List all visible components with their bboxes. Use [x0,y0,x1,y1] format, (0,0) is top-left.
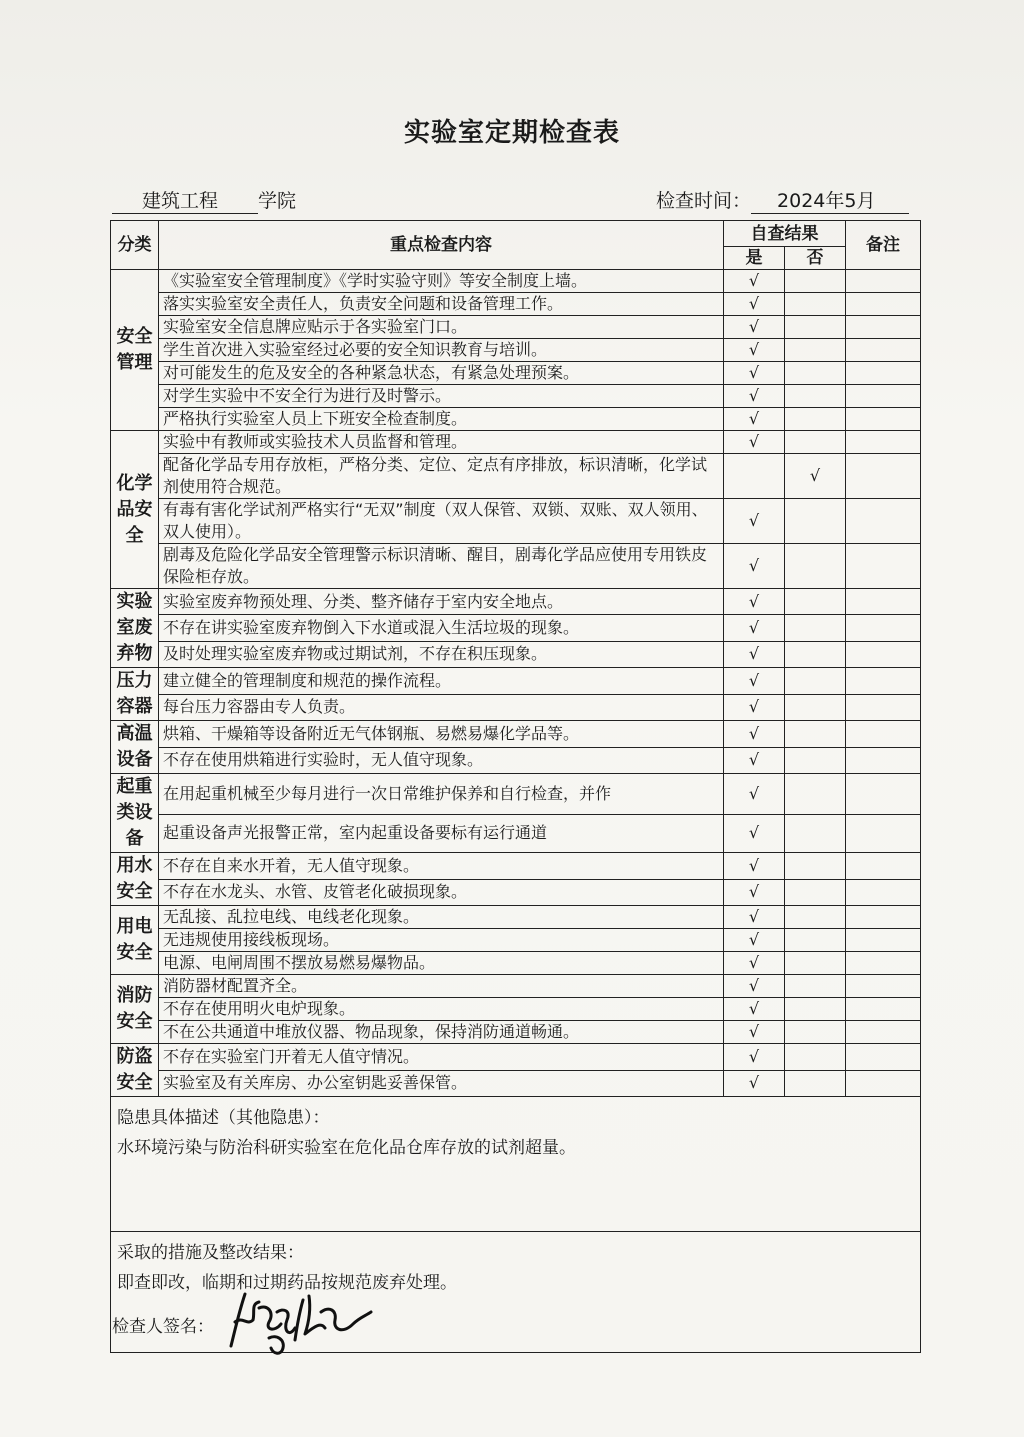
check-item: 剧毒及危险化学品安全管理警示标识清晰、醒目，剧毒化学品应使用专用铁皮保险柜存放。 [159,544,724,589]
yes-mark: √ [724,293,785,316]
header-self-check: 自查结果 [724,221,846,247]
check-item: 不存在讲实验室废弃物倒入下水道或混入生活垃圾的现象。 [159,615,724,641]
yes-mark: √ [724,952,785,975]
table-row [111,853,921,880]
remark-cell [846,1021,921,1044]
table-row [111,499,921,544]
remark-cell [846,747,921,774]
remark-cell [846,694,921,721]
page-title: 实验室定期检查表 [403,118,620,148]
category-cell: 化学品安全 [111,431,159,589]
no-mark [785,615,846,641]
no-mark [785,1044,846,1071]
no-mark [785,929,846,952]
remark-cell [846,668,921,695]
no-mark [785,774,846,815]
category-cell: 防盗安全 [111,1044,159,1097]
table-row [111,879,921,906]
signature-icon [225,1282,375,1362]
no-mark [785,1021,846,1044]
no-mark [785,339,846,362]
remark-cell [846,408,921,431]
hazards-section [111,1097,921,1232]
yes-mark: √ [724,906,785,929]
remark-cell [846,721,921,748]
yes-mark: √ [724,1044,785,1071]
check-item: 实验中有教师或实验技术人员监督和管理。 [159,431,724,454]
remark-cell [846,293,921,316]
hazards-text: 水环境污染与防治科研实验室在危化品仓库存放的试剂超量。 [117,1138,576,1158]
remark-cell [846,589,921,615]
check-item: 有毒有害化学试剂严格实行“无双”制度（双人保管、双锁、双账、双人领用、双人使用）。 [159,499,724,544]
category-cell: 用电安全 [111,906,159,975]
college-line [112,186,296,214]
hazards-row [111,1097,921,1232]
yes-mark: √ [724,431,785,454]
check-item: 消防器材配置齐全。 [159,975,724,998]
check-item: 实验室及有关库房、办公室钥匙妥善保管。 [159,1070,724,1097]
table-row [111,589,921,615]
no-mark [785,316,846,339]
remark-cell [846,316,921,339]
check-item: 不存在水龙头、水管、皮管老化破损现象。 [159,879,724,906]
remark-cell [846,270,921,293]
remark-cell [846,385,921,408]
yes-mark: √ [724,774,785,815]
category-cell: 压力容器 [111,668,159,721]
yes-mark: √ [724,385,785,408]
yes-mark: √ [724,721,785,748]
remark-cell [846,952,921,975]
table-row [111,316,921,339]
remark-cell [846,929,921,952]
table-row [111,975,921,998]
table-row [111,668,921,695]
yes-mark: √ [724,1070,785,1097]
check-item: 不存在使用烘箱进行实验时，无人值守现象。 [159,747,724,774]
signature-label: 检查人签名： [112,1317,214,1337]
remark-cell [846,1070,921,1097]
remark-cell [846,362,921,385]
no-mark [785,721,846,748]
table-row [111,1021,921,1044]
yes-mark: √ [724,339,785,362]
header-content: 重点检查内容 [159,221,724,270]
check-item: 不在公共通道中堆放仪器、物品现象，保持消防通道畅通。 [159,1021,724,1044]
category-cell: 实验室废弃物 [111,589,159,668]
table-row [111,615,921,641]
table-row [111,721,921,748]
table-row [111,774,921,815]
header-no: 否 [785,247,846,270]
no-mark [785,1070,846,1097]
check-item: 每台压力容器由专人负责。 [159,694,724,721]
no-mark: √ [785,454,846,499]
category-cell: 用水安全 [111,853,159,906]
no-mark [785,431,846,454]
table-row [111,293,921,316]
remark-cell [846,879,921,906]
check-item: 学生首次进入实验室经过必要的安全知识教育与培训。 [159,339,724,362]
measures-label: 采取的措施及整改结果： [117,1243,304,1263]
yes-mark: √ [724,853,785,880]
table-row [111,544,921,589]
check-item: 及时处理实验室废弃物或过期试剂，不存在积压现象。 [159,641,724,667]
check-item: 无乱接、乱拉电线、电线老化现象。 [159,906,724,929]
category-cell: 高温设备 [111,721,159,774]
inspection-date-line [656,186,909,214]
no-mark [785,694,846,721]
remark-cell [846,998,921,1021]
check-item: 建立健全的管理制度和规范的操作流程。 [159,668,724,695]
table-row [111,339,921,362]
table-row [111,454,921,499]
check-item: 不存在实验室门开着无人值守情况。 [159,1044,724,1071]
yes-mark: √ [724,975,785,998]
yes-mark: √ [724,362,785,385]
yes-mark: √ [724,929,785,952]
yes-mark: √ [724,544,785,589]
category-cell: 起重类设备 [111,774,159,853]
no-mark [785,879,846,906]
inspection-date-value: 2024年5月 [751,186,909,214]
remark-cell [846,814,921,852]
remark-cell [846,641,921,667]
yes-mark: √ [724,879,785,906]
remark-cell [846,499,921,544]
no-mark [785,544,846,589]
no-mark [785,385,846,408]
yes-mark: √ [724,747,785,774]
no-mark [785,293,846,316]
yes-mark: √ [724,408,785,431]
yes-mark: √ [724,270,785,293]
yes-mark: √ [724,668,785,695]
category-cell: 消防安全 [111,975,159,1044]
check-item: 在用起重机械至少每月进行一次日常维护保养和自行检查，并作 [159,774,724,815]
yes-mark: √ [724,694,785,721]
table-row [111,385,921,408]
table-row [111,929,921,952]
check-item: 烘箱、干燥箱等设备附近无气体钢瓶、易燃易爆化学品等。 [159,721,724,748]
yes-mark: √ [724,499,785,544]
table-row [111,1044,921,1071]
header-category: 分类 [111,221,159,270]
yes-mark: √ [724,1021,785,1044]
no-mark [785,975,846,998]
check-item: 对可能发生的危及安全的各种紧急状态，有紧急处理预案。 [159,362,724,385]
remark-cell [846,431,921,454]
no-mark [785,362,846,385]
yes-mark: √ [724,814,785,852]
remark-cell [846,906,921,929]
no-mark [785,499,846,544]
check-item: 电源、电闸周围不摆放易燃易爆物品。 [159,952,724,975]
yes-mark: √ [724,641,785,667]
table-row [111,694,921,721]
remark-cell [846,615,921,641]
no-mark [785,747,846,774]
table-row [111,998,921,1021]
table-row [111,641,921,667]
table-row [111,814,921,852]
header-yes: 是 [724,247,785,270]
no-mark [785,853,846,880]
no-mark [785,952,846,975]
remark-cell [846,975,921,998]
remark-cell [846,454,921,499]
check-item: 实验室安全信息牌应贴示于各实验室门口。 [159,316,724,339]
college-suffix: 学院 [258,190,297,212]
table-row [111,270,921,293]
remark-cell [846,544,921,589]
yes-mark: √ [724,589,785,615]
table-row [111,362,921,385]
no-mark [785,906,846,929]
table-row [111,952,921,975]
category-cell: 安全管理 [111,270,159,431]
yes-mark: √ [724,316,785,339]
header-remarks: 备注 [846,221,921,270]
table-row [111,1070,921,1097]
check-item: 不存在使用明火电炉现象。 [159,998,724,1021]
check-item: 配备化学品专用存放柜，严格分类、定位、定点有序排放，标识清晰，化学试剂使用符合规范。 [159,454,724,499]
remark-cell [846,774,921,815]
no-mark [785,408,846,431]
check-item: 严格执行实验室人员上下班安全检查制度。 [159,408,724,431]
check-item: 无违规使用接线板现场。 [159,929,724,952]
no-mark [785,814,846,852]
remark-cell [846,339,921,362]
college-name: 建筑工程 [112,186,258,214]
no-mark [785,998,846,1021]
table-row [111,747,921,774]
yes-mark: √ [724,615,785,641]
no-mark [785,270,846,293]
hazards-label: 隐患具体描述（其他隐患）： [117,1108,330,1128]
table-row [111,431,921,454]
measures-text: 即查即改，临期和过期药品按规范废弃处理。 [117,1273,457,1293]
remark-cell [846,853,921,880]
check-item: 对学生实验中不安全行为进行及时警示。 [159,385,724,408]
remark-cell [846,1044,921,1071]
yes-mark [724,454,785,499]
yes-mark: √ [724,998,785,1021]
check-item: 实验室废弃物预处理、分类、整齐储存于室内安全地点。 [159,589,724,615]
inspection-table [110,220,921,1353]
no-mark [785,641,846,667]
no-mark [785,668,846,695]
check-item: 起重设备声光报警正常，室内起重设备要标有运行通道 [159,814,724,852]
check-item: 不存在自来水开着，无人值守现象。 [159,853,724,880]
no-mark [785,589,846,615]
table-row [111,408,921,431]
check-item: 落实实验室安全责任人，负责安全问题和设备管理工作。 [159,293,724,316]
table-row [111,906,921,929]
inspection-date-label: 检查时间： [656,190,752,212]
check-item: 《实验室安全管理制度》《学时实验守则》等安全制度上墙。 [159,270,724,293]
